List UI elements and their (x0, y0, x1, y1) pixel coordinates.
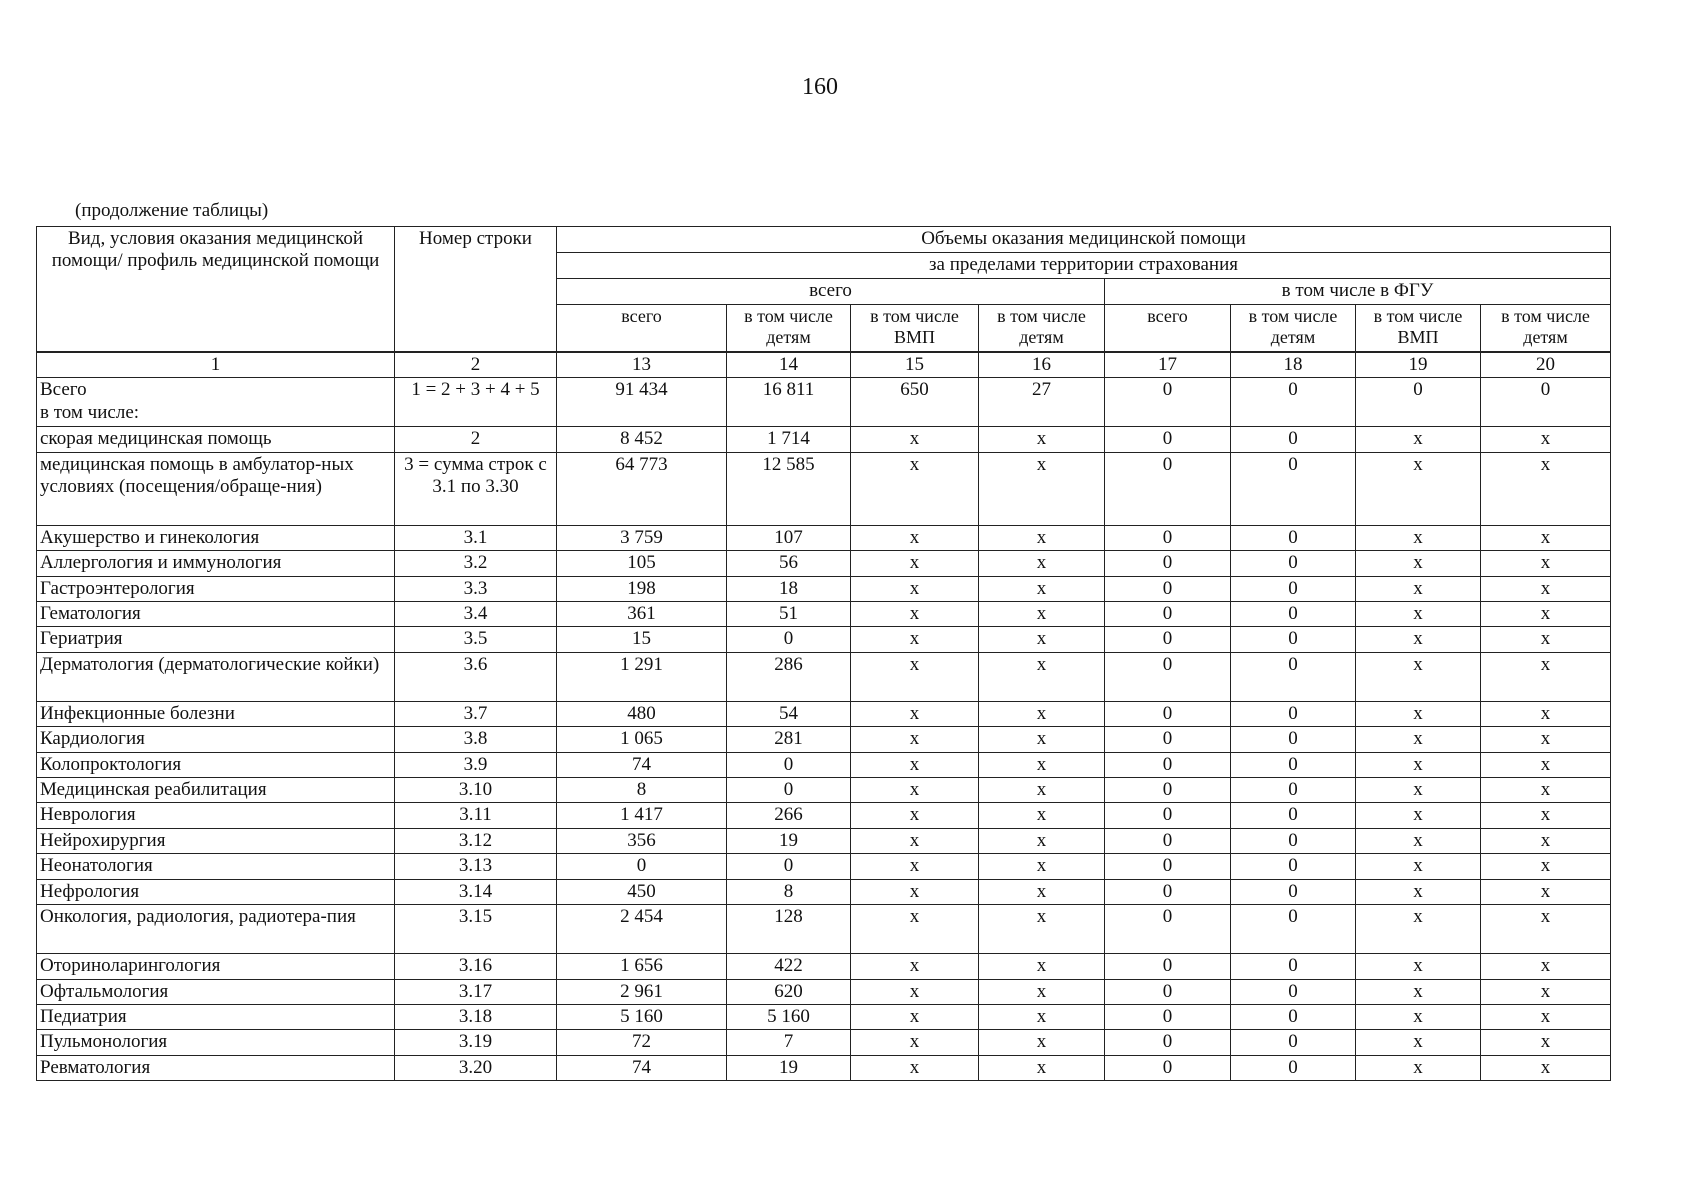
column-number: 16 (979, 352, 1105, 378)
value-cell: 0 (1105, 1055, 1231, 1080)
table-row (37, 701, 1611, 726)
value-cell: x (1356, 525, 1481, 550)
row-number: 3.10 (395, 778, 557, 803)
header-name: Вид, условия оказания медицинской помощи/ профиль медицинской помощи (37, 227, 395, 353)
value-cell: 450 (557, 879, 727, 904)
value-cell: x (1481, 803, 1611, 828)
table-row (37, 452, 1611, 525)
value-cell: 0 (1231, 378, 1356, 427)
value-cell: x (979, 701, 1105, 726)
value-cell: 0 (1231, 1030, 1356, 1055)
row-name: Гастроэнтерология (37, 576, 395, 601)
row-name: медицинская помощь в амбулатор-ных условиях (посещения/обраще-ния) (37, 452, 395, 525)
value-cell: 8 (557, 778, 727, 803)
value-cell: x (979, 879, 1105, 904)
value-cell: x (979, 627, 1105, 652)
value-cell: 7 (727, 1030, 851, 1055)
value-cell: x (851, 905, 979, 954)
row-name: Оториноларингология (37, 954, 395, 979)
value-cell: 0 (1231, 954, 1356, 979)
value-cell: 0 (1231, 551, 1356, 576)
value-cell: 74 (557, 1055, 727, 1080)
value-cell: 15 (557, 627, 727, 652)
value-cell: x (979, 954, 1105, 979)
value-cell: 107 (727, 525, 851, 550)
table-row (37, 551, 1611, 576)
table-row (37, 979, 1611, 1004)
value-cell: x (1356, 828, 1481, 853)
value-cell: x (1481, 551, 1611, 576)
header-outside-territory: за пределами территории страхования (557, 253, 1611, 279)
row-number: 3.3 (395, 576, 557, 601)
value-cell: 0 (1105, 879, 1231, 904)
value-cell: 1 291 (557, 652, 727, 701)
value-cell: x (979, 778, 1105, 803)
value-cell: x (1481, 602, 1611, 627)
value-cell: 0 (1231, 803, 1356, 828)
row-name: Нейрохирургия (37, 828, 395, 853)
value-cell: 51 (727, 602, 851, 627)
column-number: 19 (1356, 352, 1481, 378)
value-cell: 8 452 (557, 427, 727, 452)
value-cell: 0 (1105, 803, 1231, 828)
row-number: 3.17 (395, 979, 557, 1004)
value-cell: 18 (727, 576, 851, 601)
value-cell: x (1356, 427, 1481, 452)
value-cell: x (851, 954, 979, 979)
value-cell: x (851, 427, 979, 452)
value-cell: 0 (1481, 378, 1611, 427)
value-cell: x (1481, 701, 1611, 726)
value-cell: x (979, 752, 1105, 777)
row-name: Медицинская реабилитация (37, 778, 395, 803)
table-row (37, 954, 1611, 979)
value-cell: 0 (1231, 1055, 1356, 1080)
value-cell: x (1481, 778, 1611, 803)
value-cell: x (851, 752, 979, 777)
value-cell: x (979, 905, 1105, 954)
value-cell: x (979, 602, 1105, 627)
row-name: скорая медицинская помощь (37, 427, 395, 452)
column-number: 18 (1231, 352, 1356, 378)
value-cell: 422 (727, 954, 851, 979)
header-sub-3: в том числе ВМП (851, 305, 979, 353)
value-cell: 0 (1231, 427, 1356, 452)
value-cell: x (979, 727, 1105, 752)
value-cell: 19 (727, 828, 851, 853)
value-cell: 56 (727, 551, 851, 576)
table-row (37, 1004, 1611, 1029)
value-cell: 361 (557, 602, 727, 627)
value-cell: x (851, 551, 979, 576)
value-cell: 54 (727, 701, 851, 726)
row-name: Нефрология (37, 879, 395, 904)
value-cell: 650 (851, 378, 979, 427)
header-row-number: Номер строки (395, 227, 557, 353)
row-number: 3.6 (395, 652, 557, 701)
value-cell: x (979, 828, 1105, 853)
value-cell: x (851, 576, 979, 601)
table-row (37, 525, 1611, 550)
value-cell: 0 (727, 854, 851, 879)
row-name: Дерматология (дерматологические койки) (37, 652, 395, 701)
row-number: 3.1 (395, 525, 557, 550)
value-cell: x (979, 854, 1105, 879)
row-name: Ревматология (37, 1055, 395, 1080)
value-cell: x (851, 1004, 979, 1029)
column-number: 13 (557, 352, 727, 378)
value-cell: 0 (1105, 701, 1231, 726)
value-cell: x (979, 551, 1105, 576)
value-cell: x (851, 701, 979, 726)
row-number: 3 = сумма строк с 3.1 по 3.30 (395, 452, 557, 525)
value-cell: 0 (1105, 905, 1231, 954)
value-cell: x (1356, 1030, 1481, 1055)
value-cell: x (851, 879, 979, 904)
value-cell: x (1481, 1055, 1611, 1080)
value-cell: 0 (1231, 627, 1356, 652)
value-cell: 0 (1231, 752, 1356, 777)
header-sub-6: в том числе детям (1231, 305, 1356, 353)
table-row (37, 828, 1611, 853)
value-cell: 0 (1231, 854, 1356, 879)
value-cell: 2 454 (557, 905, 727, 954)
value-cell: 5 160 (557, 1004, 727, 1029)
value-cell: x (1481, 752, 1611, 777)
value-cell: 72 (557, 1030, 727, 1055)
value-cell: 0 (1231, 778, 1356, 803)
value-cell: x (1356, 1004, 1481, 1029)
table-row (37, 752, 1611, 777)
value-cell: 480 (557, 701, 727, 726)
table-row (37, 1030, 1611, 1055)
row-number: 3.4 (395, 602, 557, 627)
value-cell: x (979, 576, 1105, 601)
row-name: Педиатрия (37, 1004, 395, 1029)
value-cell: 0 (1356, 378, 1481, 427)
value-cell: x (1356, 1055, 1481, 1080)
value-cell: x (979, 452, 1105, 525)
row-number: 3.8 (395, 727, 557, 752)
value-cell: x (1356, 979, 1481, 1004)
value-cell: 91 434 (557, 378, 727, 427)
value-cell: 0 (1105, 602, 1231, 627)
value-cell: x (1356, 551, 1481, 576)
value-cell: 286 (727, 652, 851, 701)
table-row (37, 879, 1611, 904)
value-cell: x (1481, 1004, 1611, 1029)
row-number: 3.12 (395, 828, 557, 853)
row-name: Инфекционные болезни (37, 701, 395, 726)
row-number: 3.5 (395, 627, 557, 652)
value-cell: x (851, 979, 979, 1004)
value-cell: 8 (727, 879, 851, 904)
header-group-total: всего (557, 279, 1105, 305)
column-number: 1 (37, 352, 395, 378)
row-name: Кардиология (37, 727, 395, 752)
value-cell: x (1481, 879, 1611, 904)
value-cell: x (851, 1055, 979, 1080)
value-cell: 0 (1231, 828, 1356, 853)
row-number: 3.14 (395, 879, 557, 904)
value-cell: x (1481, 954, 1611, 979)
value-cell: x (1356, 701, 1481, 726)
value-cell: 0 (1231, 701, 1356, 726)
table-row (37, 778, 1611, 803)
header-group-fgu: в том числе в ФГУ (1105, 279, 1611, 305)
value-cell: 64 773 (557, 452, 727, 525)
value-cell: x (1356, 627, 1481, 652)
value-cell: x (1356, 452, 1481, 525)
value-cell: x (979, 1055, 1105, 1080)
value-cell: x (1481, 1030, 1611, 1055)
value-cell: x (1481, 576, 1611, 601)
value-cell: x (851, 803, 979, 828)
table-row (37, 627, 1611, 652)
row-name: Пульмонология (37, 1030, 395, 1055)
value-cell: x (1481, 828, 1611, 853)
header-sub-2: в том числе детям (727, 305, 851, 353)
value-cell: x (1356, 879, 1481, 904)
value-cell: 0 (1105, 378, 1231, 427)
value-cell: 0 (1105, 551, 1231, 576)
value-cell: x (1356, 803, 1481, 828)
value-cell: 0 (1105, 427, 1231, 452)
value-cell: x (851, 652, 979, 701)
value-cell: 1 065 (557, 727, 727, 752)
row-number: 3.19 (395, 1030, 557, 1055)
table-row (37, 652, 1611, 701)
header-sub-4: в том числе детям (979, 305, 1105, 353)
value-cell: x (1356, 778, 1481, 803)
row-number: 3.7 (395, 701, 557, 726)
row-number: 3.15 (395, 905, 557, 954)
value-cell: x (1356, 854, 1481, 879)
value-cell: 0 (1231, 879, 1356, 904)
row-name: Неонатология (37, 854, 395, 879)
value-cell: 1 714 (727, 427, 851, 452)
value-cell: x (1481, 979, 1611, 1004)
value-cell: 0 (1105, 452, 1231, 525)
value-cell: 0 (1105, 979, 1231, 1004)
value-cell: x (851, 854, 979, 879)
column-number: 17 (1105, 352, 1231, 378)
row-name: Гематология (37, 602, 395, 627)
header-sub-1: всего (557, 305, 727, 353)
value-cell: 266 (727, 803, 851, 828)
value-cell: 620 (727, 979, 851, 1004)
value-cell: 0 (1231, 576, 1356, 601)
value-cell: 0 (1105, 1030, 1231, 1055)
column-number: 14 (727, 352, 851, 378)
value-cell: x (979, 979, 1105, 1004)
column-number: 20 (1481, 352, 1611, 378)
value-cell: 0 (1231, 602, 1356, 627)
value-cell: 0 (1105, 525, 1231, 550)
continuation-note: (продолжение таблицы) (75, 200, 269, 221)
value-cell: 281 (727, 727, 851, 752)
value-cell: 0 (1231, 905, 1356, 954)
value-cell: 0 (1231, 525, 1356, 550)
value-cell: 0 (1105, 828, 1231, 853)
table-row (37, 727, 1611, 752)
row-name: Неврология (37, 803, 395, 828)
value-cell: x (1481, 854, 1611, 879)
value-cell: 0 (1105, 854, 1231, 879)
row-number: 3.13 (395, 854, 557, 879)
page-number: 160 (802, 74, 838, 100)
table-row (37, 803, 1611, 828)
value-cell: x (851, 452, 979, 525)
value-cell: x (851, 778, 979, 803)
value-cell: x (1356, 727, 1481, 752)
value-cell: x (979, 1004, 1105, 1029)
value-cell: 0 (1231, 1004, 1356, 1029)
value-cell: x (851, 727, 979, 752)
value-cell: 0 (1105, 1004, 1231, 1029)
row-number: 3.18 (395, 1004, 557, 1029)
value-cell: 3 759 (557, 525, 727, 550)
value-cell: 0 (557, 854, 727, 879)
value-cell: 0 (1105, 576, 1231, 601)
value-cell: 12 585 (727, 452, 851, 525)
value-cell: x (851, 602, 979, 627)
row-name: Колопроктология (37, 752, 395, 777)
row-name: Всего в том числе: (37, 378, 395, 427)
value-cell: x (979, 1030, 1105, 1055)
value-cell: 74 (557, 752, 727, 777)
value-cell: 0 (1105, 727, 1231, 752)
value-cell: 0 (1105, 627, 1231, 652)
value-cell: 0 (1231, 452, 1356, 525)
column-number: 2 (395, 352, 557, 378)
value-cell: x (1356, 905, 1481, 954)
table-row (37, 905, 1611, 954)
value-cell: 356 (557, 828, 727, 853)
value-cell: x (851, 1030, 979, 1055)
header-sub-7: в том числе ВМП (1356, 305, 1481, 353)
value-cell: x (979, 427, 1105, 452)
value-cell: 27 (979, 378, 1105, 427)
row-number: 3.2 (395, 551, 557, 576)
value-cell: x (1481, 525, 1611, 550)
row-number: 3.9 (395, 752, 557, 777)
table-row (37, 576, 1611, 601)
table-row (37, 378, 1611, 427)
table-row (37, 1055, 1611, 1080)
value-cell: 2 961 (557, 979, 727, 1004)
value-cell: 19 (727, 1055, 851, 1080)
row-name: Акушерство и гинекология (37, 525, 395, 550)
value-cell: 0 (1105, 652, 1231, 701)
value-cell: x (1356, 602, 1481, 627)
value-cell: 5 160 (727, 1004, 851, 1029)
row-name: Гериатрия (37, 627, 395, 652)
value-cell: x (979, 803, 1105, 828)
value-cell: 105 (557, 551, 727, 576)
value-cell: x (851, 828, 979, 853)
value-cell: 0 (727, 752, 851, 777)
value-cell: 0 (1105, 752, 1231, 777)
value-cell: x (1356, 752, 1481, 777)
table-row (37, 427, 1611, 452)
value-cell: x (851, 627, 979, 652)
table-row (37, 854, 1611, 879)
header-sub-8: в том числе детям (1481, 305, 1611, 353)
column-number: 15 (851, 352, 979, 378)
value-cell: 0 (1105, 954, 1231, 979)
value-cell: x (979, 652, 1105, 701)
value-cell: 0 (1105, 778, 1231, 803)
value-cell: x (1356, 576, 1481, 601)
value-cell: 1 656 (557, 954, 727, 979)
value-cell: 198 (557, 576, 727, 601)
value-cell: x (1481, 905, 1611, 954)
value-cell: 0 (727, 778, 851, 803)
row-number: 1 = 2 + 3 + 4 + 5 (395, 378, 557, 427)
row-name: Онкология, радиология, радиотера-пия (37, 905, 395, 954)
value-cell: x (851, 525, 979, 550)
value-cell: 0 (1231, 727, 1356, 752)
value-cell: x (1481, 452, 1611, 525)
row-number: 3.11 (395, 803, 557, 828)
value-cell: x (1481, 727, 1611, 752)
value-cell: 16 811 (727, 378, 851, 427)
value-cell: x (979, 525, 1105, 550)
row-name: Аллергология и иммунология (37, 551, 395, 576)
row-name: Офтальмология (37, 979, 395, 1004)
value-cell: 0 (1231, 979, 1356, 1004)
row-number: 3.16 (395, 954, 557, 979)
value-cell: x (1481, 427, 1611, 452)
value-cell: x (1356, 954, 1481, 979)
volumes-table (36, 226, 1611, 1081)
row-number: 2 (395, 427, 557, 452)
value-cell: x (1356, 652, 1481, 701)
row-number: 3.20 (395, 1055, 557, 1080)
value-cell: 0 (727, 627, 851, 652)
value-cell: x (1481, 652, 1611, 701)
value-cell: 1 417 (557, 803, 727, 828)
table-row (37, 602, 1611, 627)
value-cell: 128 (727, 905, 851, 954)
header-volumes: Объемы оказания медицинской помощи (557, 227, 1611, 253)
value-cell: x (1481, 627, 1611, 652)
value-cell: 0 (1231, 652, 1356, 701)
header-sub-5: всего (1105, 305, 1231, 353)
